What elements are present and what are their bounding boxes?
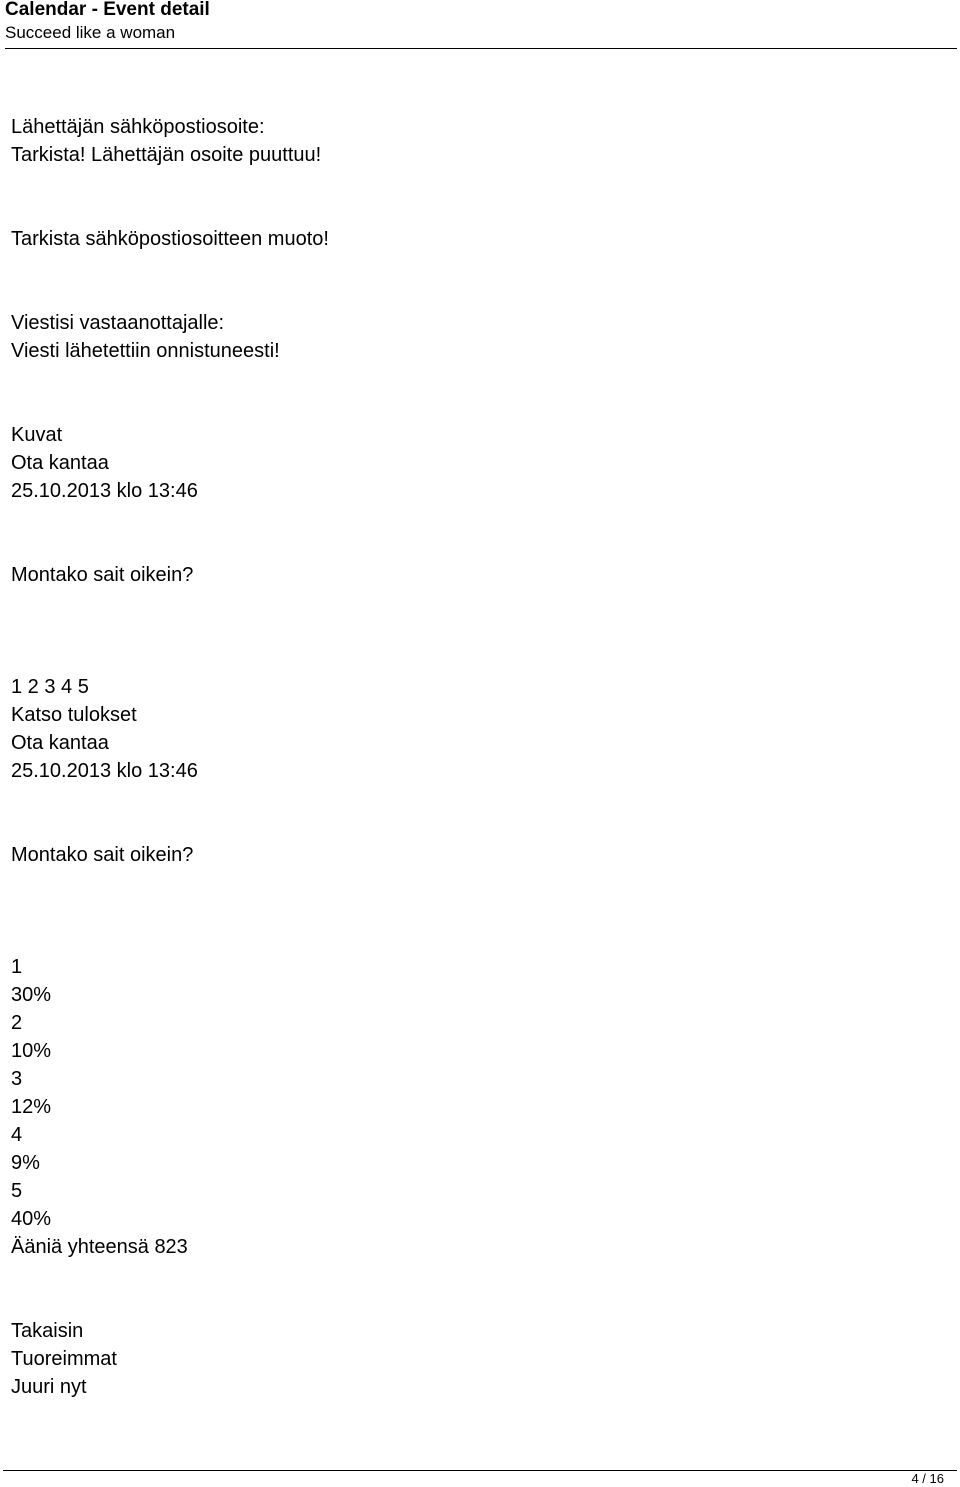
just-now-link[interactable]: Juuri nyt bbox=[11, 1376, 87, 1398]
sender-email-label: Lähettäjän sähköpostiosoite: bbox=[11, 116, 265, 138]
page-number: 4 / 16 bbox=[911, 1471, 944, 1486]
page-title: Calendar - Event detail bbox=[5, 0, 210, 20]
poll-timestamp: 25.10.2013 klo 13:46 bbox=[11, 480, 198, 502]
result-percent: 30% bbox=[11, 984, 52, 1006]
images-link[interactable]: Kuvat bbox=[11, 424, 63, 446]
total-votes: Ääniä yhteensä 823 bbox=[11, 1236, 188, 1258]
result-option: 5 bbox=[11, 1180, 23, 1202]
result-percent: 10% bbox=[11, 1040, 52, 1062]
poll-question: Montako sait oikein? bbox=[11, 844, 194, 866]
comment-link[interactable]: Ota kantaa bbox=[11, 732, 109, 754]
message-sent-success: Viesti lähetettiin onnistuneesti! bbox=[11, 340, 280, 362]
view-results-link[interactable]: Katso tulokset bbox=[11, 704, 137, 726]
page-footer bbox=[0, 1460, 960, 1487]
result-percent: 12% bbox=[11, 1096, 52, 1118]
comment-link[interactable]: Ota kantaa bbox=[11, 452, 109, 474]
result-option: 2 bbox=[11, 1012, 23, 1034]
header-divider bbox=[5, 48, 957, 49]
result-option: 4 bbox=[11, 1124, 23, 1146]
result-percent: 9% bbox=[11, 1152, 40, 1174]
poll-timestamp: 25.10.2013 klo 13:46 bbox=[11, 760, 198, 782]
email-format-error: Tarkista sähköpostiosoitteen muoto! bbox=[11, 228, 329, 250]
result-option: 1 bbox=[11, 956, 23, 978]
page-header bbox=[0, 0, 960, 50]
recipient-message-label: Viestisi vastaanottajalle: bbox=[11, 312, 225, 334]
result-option: 3 bbox=[11, 1068, 23, 1090]
poll-question: Montako sait oikein? bbox=[11, 564, 194, 586]
result-percent: 40% bbox=[11, 1208, 52, 1230]
footer-divider bbox=[3, 1470, 957, 1471]
poll-options[interactable]: 1 2 3 4 5 bbox=[11, 676, 89, 698]
page-subtitle: Succeed like a woman bbox=[5, 23, 176, 42]
back-link[interactable]: Takaisin bbox=[11, 1320, 84, 1342]
latest-link[interactable]: Tuoreimmat bbox=[11, 1348, 117, 1370]
sender-missing-error: Tarkista! Lähettäjän osoite puuttuu! bbox=[11, 144, 322, 166]
